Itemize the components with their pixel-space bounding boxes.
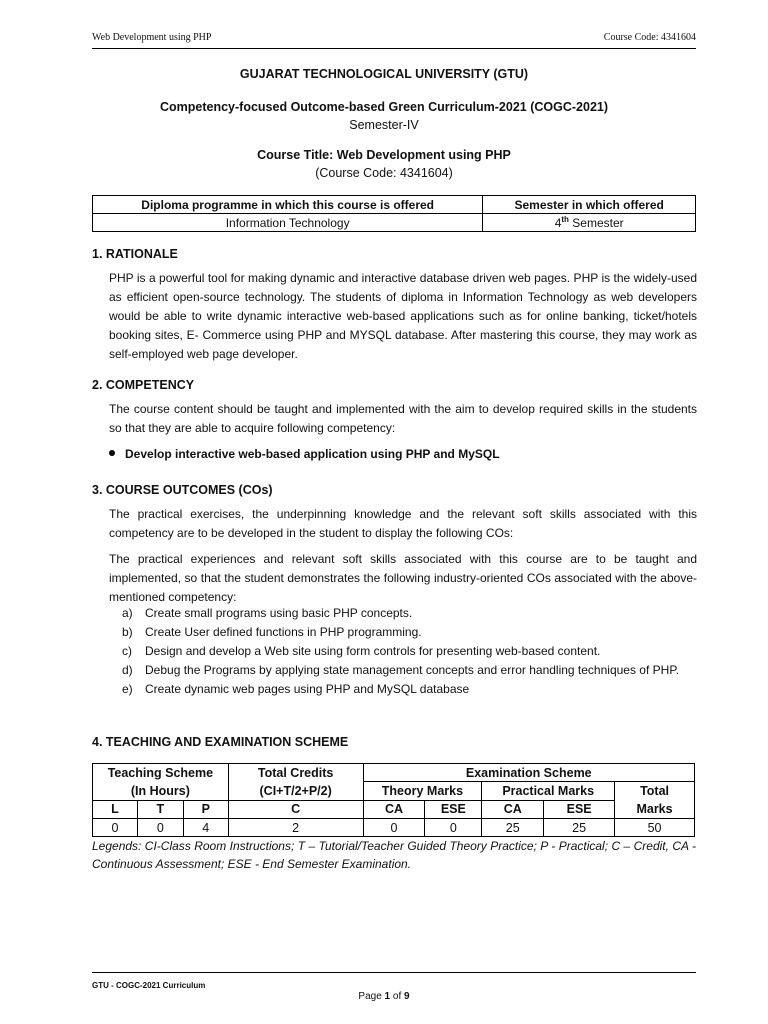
col-P: P	[183, 800, 228, 819]
university-title: GUJARAT TECHNOLOGICAL UNIVERSITY (GTU)	[239, 67, 529, 81]
col-practical-CA: CA	[482, 800, 544, 819]
value-L: 0	[93, 819, 138, 837]
value-T: 0	[137, 819, 183, 837]
diploma-programme-header: Diploma programme in which this course is offered	[93, 196, 483, 214]
competency-heading: 2. COMPETENCY	[92, 378, 195, 392]
header-course-name: Web Development using PHP	[92, 32, 212, 43]
practical-marks-header: Practical Marks	[482, 782, 615, 801]
diploma-table	[92, 195, 696, 232]
running-header	[92, 32, 696, 49]
list-marker: a)	[122, 606, 133, 620]
competency-bullet	[109, 447, 500, 461]
list-marker: b)	[122, 625, 133, 639]
marks-label: Marks	[636, 802, 673, 816]
rationale-text: PHP is a powerful tool for making dynamic and interactive database driven web pages. PHP is the widely-used as efficient open-source technology. The students of diploma in Information Technology as web developers would be able to write dynamic interactive web-based applications such as for online banking, ticket/hotels booking sites, E- Commerce using PHP and MYSQL database. After mastering this course, they may work as self-employed web page developer.	[109, 271, 697, 361]
theory-marks-header: Theory Marks	[363, 782, 482, 801]
list-item-text: Create User defined functions in PHP programming.	[145, 625, 422, 639]
course-code: (Course Code: 4341604)	[315, 166, 453, 180]
list-item-text: Debug the Programs by applying state management concepts and error handling techniques of PHP.	[145, 663, 680, 677]
semester-label: Semester-IV	[349, 118, 419, 132]
list-marker: e)	[122, 682, 133, 696]
curriculum-title: Competency-focused Outcome-based Green Curriculum-2021 (COGC-2021)	[159, 100, 609, 114]
col-practical-ESE: ESE	[544, 800, 615, 819]
list-item-text: Design and develop a Web site using form controls for presenting web-based content.	[145, 644, 601, 658]
outcomes-intro-2: The practical experiences and relevant soft skills associated with this course are to be taught and implemented, so that the student demonstrates the following industry-oriented COs associated with the above-mentioned competency:	[109, 552, 697, 604]
list-marker: c)	[122, 644, 132, 658]
course-title: Course Title: Web Development using PHP	[257, 148, 511, 162]
course-outcomes-heading: 3. COURSE OUTCOMES (COs)	[92, 483, 273, 497]
page-prefix: Page	[358, 991, 385, 1002]
value-theory-CA: 0	[363, 819, 425, 837]
value-practical-ESE: 25	[544, 819, 615, 837]
credit-formula: (CI+T/2+P/2)	[228, 782, 363, 801]
total-label: Total	[640, 784, 669, 798]
list-item-text: Create dynamic web pages using PHP and MySQL database	[145, 682, 470, 696]
col-theory-CA: CA	[363, 800, 425, 819]
teaching-scheme-header: Teaching Scheme	[93, 764, 229, 782]
scheme-heading: 4. TEACHING AND EXAMINATION SCHEME	[92, 735, 349, 749]
value-theory-ESE: 0	[425, 819, 482, 837]
table-row	[93, 819, 695, 837]
outcomes-intro-1: The practical exercises, the underpinning knowledge and the relevant soft skills associated with this competency are to be developed in the student to display the following COs:	[109, 507, 697, 540]
page-current: 1	[384, 991, 391, 1002]
list-item	[122, 642, 694, 661]
col-C: C	[228, 800, 363, 819]
value-P: 4	[183, 819, 228, 837]
competency-bullet-text: Develop interactive web-based application using PHP and MySQL	[125, 447, 500, 461]
footer-divider	[92, 972, 696, 973]
legends-text: Legends: CI-Class Room Instructions; T – Tutorial/Teacher Guided Theory Practice; P - Practical; C – Credit, CA - Continuous Assessment; ESE - End Semester Examination.	[92, 839, 696, 871]
semester-offered-value	[483, 214, 696, 232]
semester-word: Semester	[568, 216, 624, 230]
rationale-heading: 1. RATIONALE	[92, 247, 178, 261]
col-L: L	[93, 800, 138, 819]
course-outcomes-list	[122, 604, 694, 699]
teaching-examination-table	[92, 763, 695, 837]
semester-number: 4	[554, 216, 562, 230]
header-course-code: Course Code: 4341604	[603, 32, 696, 43]
total-credits-header: Total Credits	[228, 764, 363, 782]
value-total-marks: 50	[615, 819, 695, 837]
col-theory-ESE: ESE	[425, 800, 482, 819]
bullet-icon	[109, 450, 115, 456]
examination-scheme-header: Examination Scheme	[363, 764, 694, 782]
list-item	[122, 623, 694, 642]
col-T: T	[137, 800, 183, 819]
list-marker: d)	[122, 663, 133, 677]
competency-text: The course content should be taught and implemented with the aim to develop required skills in the students so that they are able to acquire following competency:	[109, 402, 697, 435]
list-item-text: Create small programs using basic PHP concepts.	[145, 606, 413, 620]
value-practical-CA: 25	[482, 819, 544, 837]
list-item	[122, 680, 694, 699]
in-hours-label: (In Hours)	[93, 782, 229, 801]
programme-name: Information Technology	[93, 214, 483, 232]
list-item	[122, 661, 694, 680]
page-total: 9	[404, 991, 410, 1002]
semester-offered-header: Semester in which offered	[483, 196, 696, 214]
page-number	[0, 991, 768, 1002]
semester-suffix: th	[561, 215, 569, 224]
total-marks-header	[615, 782, 695, 819]
footer-curriculum: GTU - COGC-2021 Curriculum	[92, 981, 206, 990]
value-C: 2	[228, 819, 363, 837]
list-item	[122, 604, 694, 623]
page-of: of	[390, 991, 405, 1002]
